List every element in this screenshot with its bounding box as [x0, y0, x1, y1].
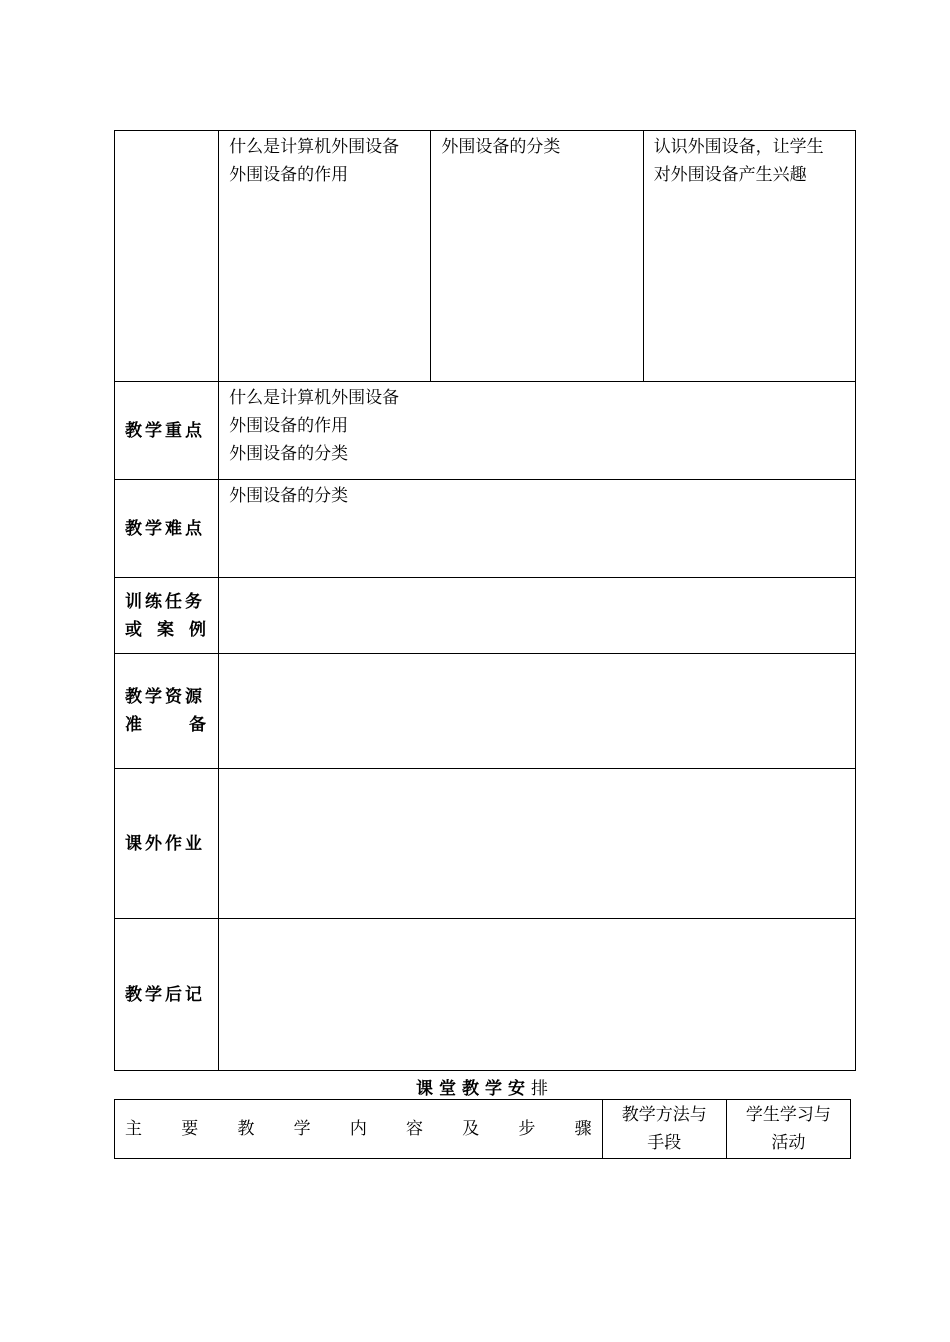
- objectives-row: [115, 131, 856, 382]
- objectives-col3: [643, 131, 855, 382]
- content-line: 外围设备的作用: [229, 416, 349, 436]
- resources-content: [219, 654, 856, 769]
- homework-content: [219, 769, 856, 919]
- reflection-label: 教学后记: [115, 919, 219, 1071]
- objectives-col2-line: 外围设备的分类: [441, 137, 561, 157]
- homework-row: [115, 769, 856, 919]
- difficulties-row: [115, 480, 856, 578]
- arrangement-header-row: [115, 1100, 851, 1159]
- key-points-content: [219, 382, 856, 480]
- content-line: 外围设备的分类: [229, 444, 349, 464]
- objectives-label-cell: [115, 131, 219, 382]
- resources-label-line2: 准 备: [125, 715, 209, 735]
- reflection-row: [115, 919, 856, 1071]
- objectives-col1: [219, 131, 431, 382]
- content-line: 什么是计算机外围设备: [229, 388, 400, 408]
- resources-row: [115, 654, 856, 769]
- homework-label: 课外作业: [115, 769, 219, 919]
- training-label: 训练任务 或 案 例: [115, 578, 219, 654]
- method-header: 教学方法与 手段: [602, 1100, 726, 1159]
- main-content-header: 主 要 教 学 内 容 及 步 骤: [115, 1100, 603, 1159]
- reflection-content: [219, 919, 856, 1071]
- training-content: [219, 578, 856, 654]
- activity-header: 学生学习与 活动: [726, 1100, 850, 1159]
- lesson-plan-table: [114, 130, 856, 1071]
- arrangement-table: [114, 1099, 851, 1159]
- resources-label: 教学资源 准 备: [115, 654, 219, 769]
- objectives-col1-line: 什么是计算机外围设备: [229, 137, 400, 157]
- arrangement-title: 课堂教学安排: [416, 1079, 554, 1099]
- key-points-row: [115, 382, 856, 480]
- key-points-label: 教学重点: [115, 382, 219, 480]
- difficulties-label: 教学难点: [115, 480, 219, 578]
- training-row: [115, 578, 856, 654]
- objectives-col3-line: 认识外围设备，让学生: [653, 137, 824, 157]
- content-line: 外围设备的分类: [229, 486, 349, 506]
- training-label-line2: 或 案 例: [125, 619, 209, 640]
- objectives-col1-line: 外围设备的作用: [229, 165, 349, 185]
- objectives-col3-line: 对外围设备产生兴趣: [653, 165, 807, 185]
- objectives-col2: [431, 131, 643, 382]
- difficulties-content: [219, 480, 856, 578]
